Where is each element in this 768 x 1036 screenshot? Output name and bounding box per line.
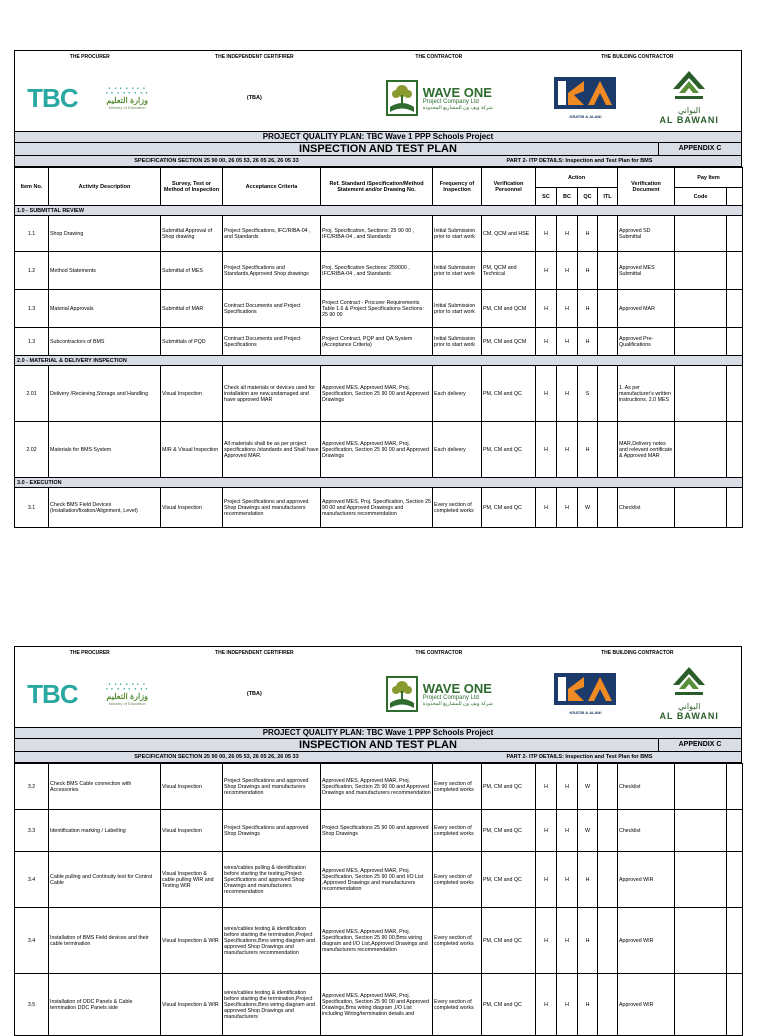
col-verification: Verification Personnel — [482, 168, 536, 206]
table-row: 3.5 Installation of ODC Panels & Cable termination DDC Panels side Visual Inspection & WIR wires/cables testing & identification before starting the termination,Project Specifications,Bms wiring diagram and approved Shop Drawings and manufacturers Approved MES, Approved MAR, Proj. Specification, Section 25 90 00 and Approved Drawings,Bms wiring diagram ,I/O List including Wiring/termination details and Every section of completed works PM, CM and QC H H H Approved WIR — [15, 974, 743, 1036]
col-ver-doc: Verification Document — [618, 168, 675, 206]
role-certifier: THE INDEPENDENT CERTIFIRER — [215, 650, 294, 656]
role-contractor: THE CONTRACTOR — [415, 650, 463, 656]
bawani-mark-icon — [671, 71, 707, 101]
kratib-alani-logo: KRATIB & ALANI — [534, 661, 638, 727]
spec-bar — [14, 752, 742, 763]
ka-mark-icon — [554, 673, 616, 711]
spec-section: SPECIFICATION SECTION 25 90 00, 26 05 53, 26 05 26, 26 05 33 — [134, 158, 299, 164]
al-bawani-logo: البواني AL BAWANI — [637, 661, 741, 727]
itp-sheet-1 — [14, 50, 742, 528]
table-header-row — [15, 168, 743, 188]
table-row: 1.3 Subcontractors of BMS Submittals of PQD Contract Documents and Project Specifications Project Contract, PQP and QA System (Acceptance Criteria) Initial Submission prior to start work PM, CM and QCM H H H Approved Pre-Qualifications — [15, 328, 743, 356]
spec-section: SPECIFICATION SECTION 25 90 00, 26 05 53, 26 05 26, 26 05 33 — [134, 754, 299, 760]
kratib-alani-logo: KRATIB & ALANI — [534, 65, 638, 131]
col-ref: Ref. Standard /Specification/Method Statement and/or Drawing No. — [321, 168, 433, 206]
table-row: 1.1 Shop Drawing Submittal Approval of Shop drawing Project Specifications, IFC/RIBA-04 , and Standards Proj. Specification, Sections: 25 90 00 , IFC/RIBA-04 , and Standards Initial Submission prior to start work CM, QCM and HSE H H H Approved SD Submittal — [15, 216, 743, 252]
itp-table — [14, 763, 743, 1036]
appendix-label: APPENDIX C — [658, 143, 741, 155]
wave-one-logo: WAVE ONE Project Company Ltd شركة ويف ون للمشاريع المحدودة — [344, 65, 533, 131]
moe-logo: ∴∵∴∵∴ وزارة التعليم Ministry of Education — [105, 84, 149, 110]
role-procurer: THE PROCURER — [69, 650, 110, 656]
col-survey: Survey, Test or Method of Inspection — [161, 168, 223, 206]
part-label: PART 2- ITP DETAILS: Inspection and Test Plan for BMS — [506, 754, 653, 760]
role-certifier: THE INDEPENDENT CERTIFIRER — [215, 54, 294, 60]
book-tree-icon — [385, 79, 419, 117]
ka-mark-icon — [554, 77, 616, 115]
role-building-contractor: THE BUILDING CONTRACTOR — [601, 54, 674, 60]
col-item-no: Item No. — [15, 168, 49, 206]
table-row: 3.3 Identification marking / Labelling Visual Inspection Project Specifications and approved Shop Drawings Project Specifications 25 90 00 and approved Shop Drawings Every section of completed works PM, CM and QC H H W Checklist — [15, 810, 743, 852]
col-acceptance: Acceptance Criteria — [223, 168, 321, 206]
col-bc: BC — [557, 188, 578, 206]
certifier-value: (TBA) — [246, 691, 262, 697]
certifier-value: (TBA) — [246, 95, 262, 101]
wave-one-logo: WAVE ONE Project Company Ltd شركة ويف ون للمشاريع المحدودة — [344, 661, 533, 727]
tbc-logo: TBC — [27, 678, 78, 709]
book-tree-icon — [385, 675, 419, 713]
col-code: Code — [675, 188, 727, 206]
role-bar — [14, 646, 742, 661]
role-contractor: THE CONTRACTOR — [415, 54, 463, 60]
table-row: 3.4 Installation of BMS Field devices and their cable termination Visual Inspection & WIR wires/cables testing & identification before starting the termination,Project Specifications,Bms wiring diagram and approved Shop Drawings and manufacturers recommendation Approved MES, Approved MAR, Proj. Specification, Section 25 90 00,Bms wiring diagram and I/O List,Approved Drawings and manufacturers recommendation Every section of completed works PM, CM and QC H H H Approved WIR — [15, 908, 743, 974]
table-row: 1.2 Method Statements Submittal of MES Project Specifications and Standards,Approved Shop drawings Proj. Specification Sections: 259000 , IFC/RIBA-04 , and Standards Initial Submission prior to start work PM, QCM and Technical H H H Approved MES Submittal — [15, 252, 743, 290]
role-procurer: THE PROCURER — [69, 54, 110, 60]
logo-bar — [14, 661, 742, 728]
col-frequency: Frequency of Inspection — [433, 168, 482, 206]
section-row: 1.0 - SUBMITTAL REVIEW — [15, 206, 743, 216]
moe-logo: ∴∵∴∵∴ وزارة التعليم Ministry of Education — [105, 680, 149, 706]
main-title: INSPECTION AND TEST PLAN APPENDIX C — [14, 143, 742, 156]
col-action: Action — [536, 168, 618, 188]
col-itl: ITL — [598, 188, 618, 206]
section-row: 3.0 - EXECUTION — [15, 478, 743, 488]
table-row: 3.1 Check BMS Field Devices (Installation/fixation/Alignment, Level) Visual Inspection Project Specifications and approved Shop Drawings and manufacturers recommendation Approved MES, Proj. Specification, Section 25 90 00 and Approved Drawings and manufacturers recommendation Every section of completed works PM, CM and QC H H W Checklist — [15, 488, 743, 528]
role-bar — [14, 50, 742, 65]
col-activity: Activity Description — [49, 168, 161, 206]
al-bawani-logo: البواني AL BAWANI — [637, 65, 741, 131]
section-row: 2.0 - MATERIAL & DELIVERY INSPECTION — [15, 356, 743, 366]
table-row: 2.01 Delivery /Recieving,Storage and Handling Visual Inspection Check all materials or devices used for installation are new,undamaged and have approved MAR Approved MES, Approved MAR, Proj. Specification, Section 25 90 00 and Approved Drawings Each delivery PM, CM and QC H H S 1. As per manufacturer's written instructions. 2.0 MES — [15, 366, 743, 422]
col-blank — [727, 188, 743, 206]
bawani-mark-icon — [671, 667, 707, 697]
project-title: PROJECT QUALITY PLAN: TBC Wave 1 PPP Schools Project — [14, 132, 742, 143]
logo-bar — [14, 65, 742, 132]
appendix-label: APPENDIX C — [658, 739, 741, 751]
project-title: PROJECT QUALITY PLAN: TBC Wave 1 PPP Schools Project — [14, 728, 742, 739]
col-pay-item: Pay Item — [675, 168, 743, 188]
itp-table — [14, 167, 743, 528]
table-row: 1.3 Material Approvals Submittal of MAR Contract Documents and Project Specifications Project Contract - Procurer Requirements Table 1.6 & Project Specifications Sections: 25 90 00 Initial Submission prior to start work PM, CM and QCM H H H Approved MAR — [15, 290, 743, 328]
col-qc: QC — [578, 188, 598, 206]
part-label: PART 2- ITP DETAILS: Inspection and Test Plan for BMS — [506, 158, 653, 164]
table-row: 2.02 Materials for BMS System MIR & Visual Inspection All materials shall be as per project specifications /standards and Shall have Approved MAR. Approved MES, Approved MAR, Proj. Specification, Section 25 90 00 and Approved Drawings Each delivery PM, CM and QC H H H MAR,Delivery notes and relevant certificate & Approved MAR — [15, 422, 743, 478]
spec-bar — [14, 156, 742, 167]
main-title: INSPECTION AND TEST PLAN APPENDIX C — [14, 739, 742, 752]
tbc-logo: TBC — [27, 82, 78, 113]
itp-sheet-2 — [14, 646, 742, 1036]
role-building-contractor: THE BUILDING CONTRACTOR — [601, 650, 674, 656]
table-row: 3.4 Cable pulling and Continuity test for Control Cable Visual Inspection & cable pulling WIR and Testing WIR wires/cables pulling & identification before starting the testing,Project Specifications and approved Shop Drawings and manufacturers recommendation Approved MES, Approved MAR, Proj. Specification, Section 25 90 00 and I/O List ,Approved Drawings and manufacturers recommendation Every section of completed works PM, CM and QC H H H Approved WIR — [15, 852, 743, 908]
table-row: 3.2 Check BMS Cable connection with Accessories Visual Inspection Project Specifications and approved Shop Drawings and manufacturers recommendation Approved MES, Approved MAR, Proj. Specification, Section 25 90 00 and Approved Drawings and manufacturers recommendation Every section of completed works PM, CM and QC H H W Checklist — [15, 764, 743, 810]
col-sc: SC — [536, 188, 557, 206]
